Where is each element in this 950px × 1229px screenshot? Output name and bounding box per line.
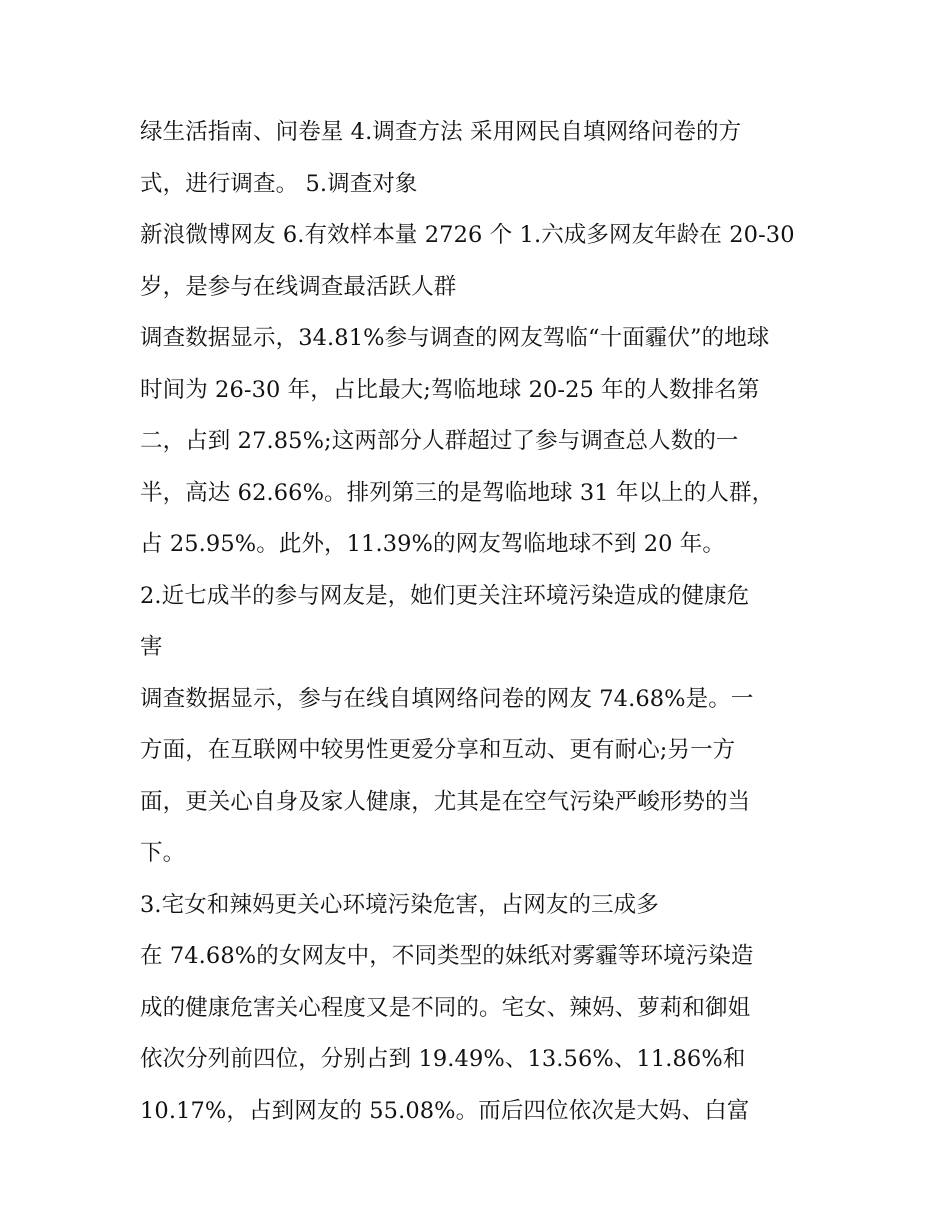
text-line: 时间为 26-30 年，占比最大;驾临地球 20-25 年的人数排名第 xyxy=(140,376,760,403)
text-line: 依次分列前四位，分别占到 19.49%、13.56%、11.86%和 xyxy=(140,1046,746,1072)
text-line: 半，高达 62.66%。排列第三的是驾临地球 31 年以上的人群， xyxy=(140,479,775,506)
section-heading: 害 xyxy=(140,634,163,660)
text-line: 方面，在互联网中较男性更爱分享和互动、更有耐心;另一方 xyxy=(140,737,736,763)
text-line: 式，进行调查。 5.调查对象 xyxy=(140,170,418,197)
text-line: 新浪微博网友 6.有效样本量 2726 个 1.六成多网友年龄在 20-30 xyxy=(140,222,795,248)
text-line: 占 25.95%。此外，11.39%的网友驾临地球不到 20 年。 xyxy=(140,531,725,557)
text-line: 绿生活指南、问卷星 4.调查方法 采用网民自填网络问卷的方 xyxy=(140,119,742,145)
text-line: 岁，是参与在线调查最活跃人群 xyxy=(140,273,457,300)
text-line: 二，占到 27.85%;这两部分人群超过了参与调查总人数的一 xyxy=(140,428,739,454)
body-text xyxy=(140,107,820,1137)
section-heading: 3.宅女和辣妈更关心环境污染危害，占网友的三成多 xyxy=(140,891,659,918)
text-line: 10.17%，占到网友的 55.08%。而后四位依次是大妈、白富 xyxy=(140,1097,750,1124)
text-line: 在 74.68%的女网友中，不同类型的妹纸对雾霾等环境污染造 xyxy=(140,943,754,969)
text-line: 面，更关心自身及家人健康，尤其是在空气污染严峻形势的当 xyxy=(140,788,751,815)
text-line: 调查数据显示，34.81%参与调查的网友驾临“十面霾伏”的地球 xyxy=(140,325,770,351)
text-line: 调查数据显示，参与在线自填网络问卷的网友 74.68%是。一 xyxy=(140,685,754,712)
text-line: 下。 xyxy=(140,840,186,866)
text-line: 成的健康危害关心程度又是不同的。宅女、辣妈、萝莉和御姐 xyxy=(140,994,751,1021)
section-heading: 2.近七成半的参与网友是，她们更关注环境污染造成的健康危 xyxy=(140,582,750,609)
